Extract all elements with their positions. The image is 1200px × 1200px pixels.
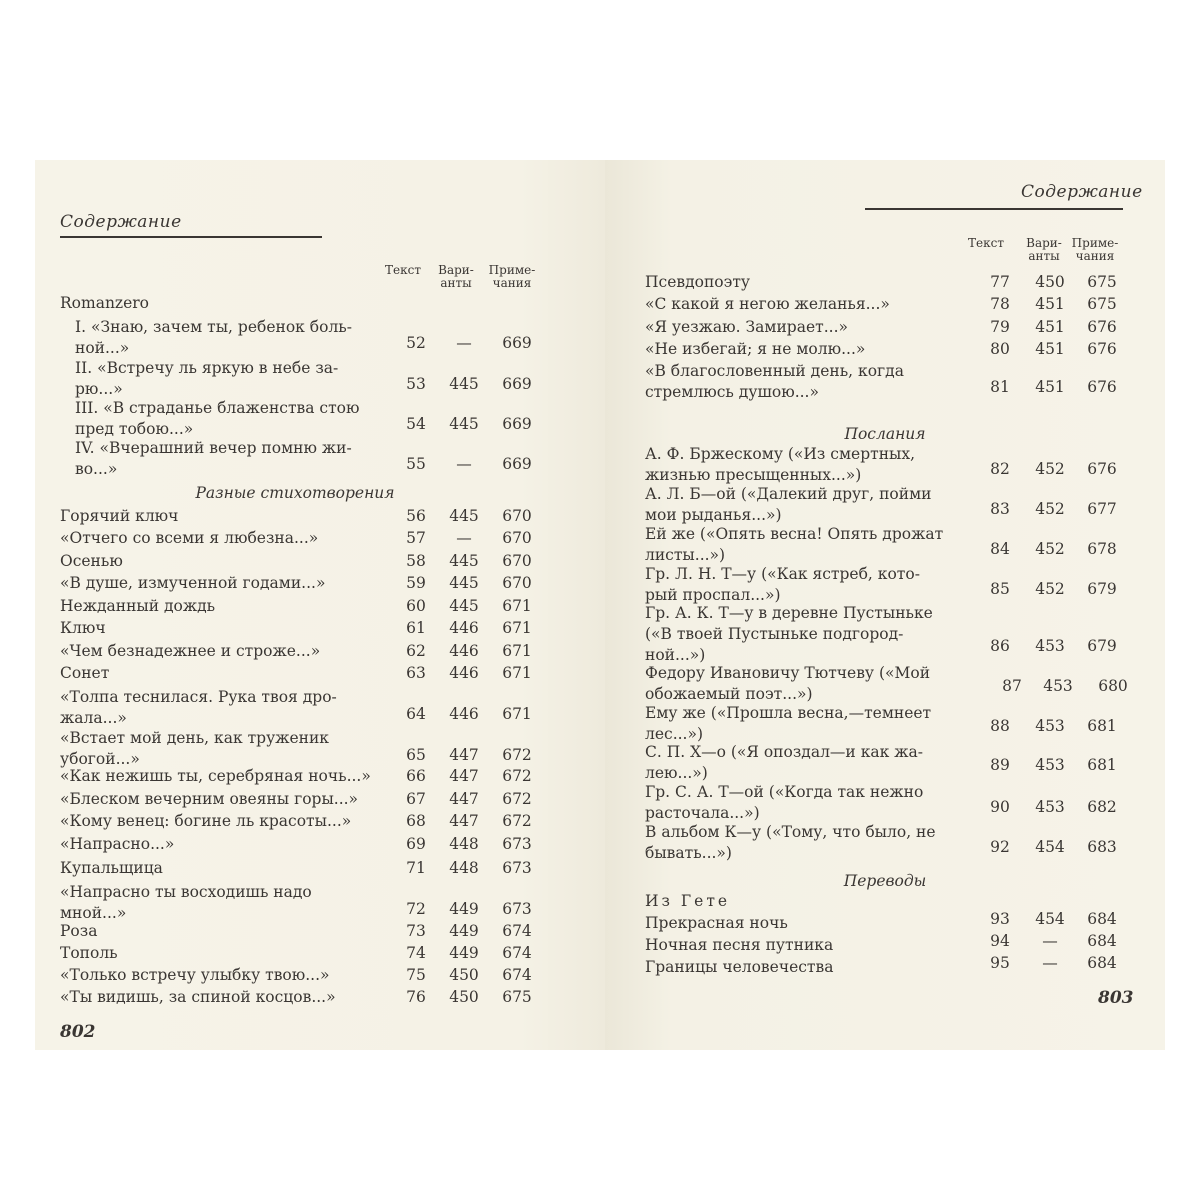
entry-title: Горячий ключ xyxy=(60,507,179,525)
running-head: Содержание xyxy=(1021,182,1143,202)
page-text: 63 xyxy=(406,664,426,682)
page-variants: 451 xyxy=(1035,295,1065,313)
page-variants: 449 xyxy=(449,944,479,962)
page-notes: 671 xyxy=(502,642,532,660)
left-page xyxy=(35,160,605,1050)
page-notes: 679 xyxy=(1087,580,1117,598)
page-number: 802 xyxy=(60,1022,96,1042)
page-text: 60 xyxy=(406,597,426,615)
page-variants: 445 xyxy=(449,574,479,592)
page-notes: 671 xyxy=(502,664,532,682)
section-heading-raznye: Разные стихотворения xyxy=(195,484,395,502)
page-notes: 675 xyxy=(1087,273,1117,291)
page-variants: 445 xyxy=(449,507,479,525)
entry-title: Псевдопоэту xyxy=(645,273,751,291)
entry-title: «В благословенный день, когда стремлюсь душою...» xyxy=(645,362,904,401)
page-text: 83 xyxy=(990,500,1010,518)
page-text: 71 xyxy=(406,859,426,877)
page-text: 76 xyxy=(406,988,426,1006)
right-page xyxy=(605,160,1165,1050)
page-notes: 672 xyxy=(502,812,532,830)
page-text: 78 xyxy=(990,295,1010,313)
page-notes: 678 xyxy=(1087,540,1117,558)
page-variants: 450 xyxy=(449,966,479,984)
page-variants: — xyxy=(456,529,472,547)
page-variants: 446 xyxy=(449,619,479,637)
page-text: 94 xyxy=(990,932,1010,950)
head-rule xyxy=(865,208,1123,210)
entry-title: «Отчего со всеми я любезна...» xyxy=(60,529,319,547)
page-notes: 669 xyxy=(502,375,532,393)
page-variants: 453 xyxy=(1035,756,1065,774)
page-text: 64 xyxy=(406,705,426,723)
page-notes: 679 xyxy=(1087,637,1117,655)
page-notes: 684 xyxy=(1087,932,1117,950)
page-text: 55 xyxy=(406,455,426,473)
page-variants: 452 xyxy=(1035,460,1065,478)
page-notes: 684 xyxy=(1087,910,1117,928)
page-notes: 680 xyxy=(1098,677,1128,695)
entry-title: «Напрасно ты восходишь надо мной...» xyxy=(60,883,312,922)
page-variants: 446 xyxy=(449,664,479,682)
page-notes: 672 xyxy=(502,767,532,785)
page-notes: 684 xyxy=(1087,954,1117,972)
page-notes: 681 xyxy=(1087,717,1117,735)
entry-title: «С какой я негою желанья...» xyxy=(645,295,890,313)
page-notes: 681 xyxy=(1087,756,1117,774)
page-notes: 674 xyxy=(502,922,532,940)
column-header-notes: Приме- чания xyxy=(488,263,536,290)
entry-title: Ему же («Прошла весна,—темнеет лес...») xyxy=(645,704,932,743)
entry-title: А. Ф. Бржескому («Из смертных, жизнью пресыщенных...») xyxy=(645,445,916,484)
entry-title: Гр. С. А. Т—ой («Когда так нежно расточала...») xyxy=(645,783,924,822)
column-header-text: Текст xyxy=(385,263,421,277)
page-notes: 672 xyxy=(502,746,532,764)
page-text: 79 xyxy=(990,318,1010,336)
column-header-notes: Приме- чания xyxy=(1071,236,1119,263)
page-variants: 446 xyxy=(449,642,479,660)
page-text: 90 xyxy=(990,798,1010,816)
entry-title: С. П. Х—о («Я опоздал—и как жа- лею...») xyxy=(645,743,923,782)
page-variants: — xyxy=(456,334,472,352)
entry-title: Границы человечества xyxy=(645,958,834,976)
page-notes: 674 xyxy=(502,966,532,984)
page-text: 66 xyxy=(406,767,426,785)
page-text: 93 xyxy=(990,910,1010,928)
page-variants: 453 xyxy=(1035,798,1065,816)
page-notes: 673 xyxy=(502,859,532,877)
page-variants: 449 xyxy=(449,922,479,940)
page-notes: 670 xyxy=(502,507,532,525)
section-heading-romanzero: Romanzero xyxy=(60,294,150,312)
page-notes: 671 xyxy=(502,597,532,615)
page-variants: 445 xyxy=(449,375,479,393)
entry-title: Тополь xyxy=(60,944,118,962)
page-variants: 447 xyxy=(449,790,479,808)
head-rule xyxy=(60,236,322,238)
page-notes: 670 xyxy=(502,552,532,570)
page-variants: 447 xyxy=(449,812,479,830)
page-text: 74 xyxy=(406,944,426,962)
section-heading-perevody: Переводы xyxy=(843,872,927,890)
page-text: 52 xyxy=(406,334,426,352)
page-variants: 445 xyxy=(449,415,479,433)
page-text: 80 xyxy=(990,340,1010,358)
page-variants: 450 xyxy=(449,988,479,1006)
page-notes: 669 xyxy=(502,415,532,433)
entry-title: Прекрасная ночь xyxy=(645,914,788,932)
entry-title: IV. «Вчерашний вечер помню жи- во...» xyxy=(75,439,352,478)
page-notes: 683 xyxy=(1087,838,1117,856)
entry-title: Сонет xyxy=(60,664,110,682)
page-variants: 451 xyxy=(1035,318,1065,336)
page-text: 62 xyxy=(406,642,426,660)
page-notes: 671 xyxy=(502,705,532,723)
page-text: 59 xyxy=(406,574,426,592)
page-notes: 670 xyxy=(502,529,532,547)
entry-title: Нежданный дождь xyxy=(60,597,216,615)
page-variants: 454 xyxy=(1035,838,1065,856)
entry-title: «Напрасно...» xyxy=(60,835,175,853)
column-header-text: Текст xyxy=(968,236,1004,250)
entry-title: «Я уезжаю. Замирает...» xyxy=(645,318,848,336)
page-text: 57 xyxy=(406,529,426,547)
page-variants: 445 xyxy=(449,552,479,570)
page-notes: 671 xyxy=(502,619,532,637)
page-text: 84 xyxy=(990,540,1010,558)
entry-title: «Блеском вечерним овеяны горы...» xyxy=(60,790,359,808)
entry-title: «Встает мой день, как труженик убогой...» xyxy=(60,729,329,768)
page-text: 77 xyxy=(990,273,1010,291)
subheading-iz-gete: Из Гете xyxy=(645,892,731,910)
page-variants: 449 xyxy=(449,900,479,918)
page-notes: 673 xyxy=(502,835,532,853)
page-notes: 673 xyxy=(502,900,532,918)
entry-title: Ей же («Опять весна! Опять дрожат листы...») xyxy=(645,525,944,564)
entry-title: Купальщица xyxy=(60,859,163,877)
page-variants: 454 xyxy=(1035,910,1065,928)
page-notes: 676 xyxy=(1087,318,1117,336)
page-text: 85 xyxy=(990,580,1010,598)
entry-title: А. Л. Б—ой («Далекий друг, пойми мои рыданья...») xyxy=(645,485,932,524)
page-variants: 452 xyxy=(1035,500,1065,518)
entry-title: Роза xyxy=(60,922,98,940)
page-notes: 669 xyxy=(502,334,532,352)
entry-title: III. «В страданье блаженства стою пред тобою...» xyxy=(75,399,360,438)
page-variants: 446 xyxy=(449,705,479,723)
page-number: 803 xyxy=(1098,988,1134,1008)
entry-title: В альбом К—у («Тому, что было, не бывать...») xyxy=(645,823,936,862)
entry-title: «Ты видишь, за спиной косцов...» xyxy=(60,988,336,1006)
page-text: 95 xyxy=(990,954,1010,972)
page-notes: 676 xyxy=(1087,340,1117,358)
page-text: 88 xyxy=(990,717,1010,735)
page-text: 54 xyxy=(406,415,426,433)
entry-title: Гр. А. К. Т—у в деревне Пустыньке («В твоей Пустыньке подгород- ной...») xyxy=(645,604,933,664)
page-variants: 448 xyxy=(449,835,479,853)
column-header-variants: Вари- анты xyxy=(438,263,474,290)
page-variants: 453 xyxy=(1035,717,1065,735)
page-text: 81 xyxy=(990,378,1010,396)
page-notes: 682 xyxy=(1087,798,1117,816)
page-notes: 672 xyxy=(502,790,532,808)
entry-title: «Как нежишь ты, серебряная ночь...» xyxy=(60,767,371,785)
entry-title: Гр. Л. Н. Т—у («Как ястреб, кото- рый проспал...») xyxy=(645,565,920,604)
page-variants: — xyxy=(1042,954,1058,972)
entry-title: «Чем безнадежнее и строже...» xyxy=(60,642,321,660)
page-text: 73 xyxy=(406,922,426,940)
entry-title: «Кому венец: богине ль красоты...» xyxy=(60,812,352,830)
page-notes: 676 xyxy=(1087,378,1117,396)
page-text: 69 xyxy=(406,835,426,853)
entry-title: Ночная песня путника xyxy=(645,936,834,954)
column-header-variants: Вари- анты xyxy=(1026,236,1062,263)
page-text: 65 xyxy=(406,746,426,764)
page-variants: 452 xyxy=(1035,540,1065,558)
entry-title: «Толпа теснилася. Рука твоя дро- жала...» xyxy=(60,688,337,727)
page-text: 58 xyxy=(406,552,426,570)
entry-title: II. «Встречу ль яркую в небе за- рю...» xyxy=(75,359,339,398)
page-variants: 450 xyxy=(1035,273,1065,291)
page-text: 82 xyxy=(990,460,1010,478)
page-text: 75 xyxy=(406,966,426,984)
page-variants: 448 xyxy=(449,859,479,877)
page-variants: 451 xyxy=(1035,378,1065,396)
entry-title: Федору Ивановичу Тютчеву («Мой обожаемый поэт...») xyxy=(645,664,931,703)
page-variants: — xyxy=(456,455,472,473)
entry-title: Осенью xyxy=(60,552,123,570)
page-variants: 452 xyxy=(1035,580,1065,598)
entry-title: I. «Знаю, зачем ты, ребенок боль- ной...» xyxy=(75,318,352,357)
page-text: 92 xyxy=(990,838,1010,856)
entry-title: «Только встречу улыбку твою...» xyxy=(60,966,330,984)
page-notes: 669 xyxy=(502,455,532,473)
page-text: 89 xyxy=(990,756,1010,774)
page-variants: — xyxy=(1042,932,1058,950)
page-text: 56 xyxy=(406,507,426,525)
page-variants: 447 xyxy=(449,767,479,785)
page-notes: 677 xyxy=(1087,500,1117,518)
entry-title: «Не избегай; я не молю...» xyxy=(645,340,866,358)
page-variants: 447 xyxy=(449,746,479,764)
section-heading-poslaniya: Послания xyxy=(844,425,926,443)
page-text: 87 xyxy=(1002,677,1022,695)
entry-title: Ключ xyxy=(60,619,106,637)
running-head: Содержание xyxy=(60,212,182,232)
page-notes: 676 xyxy=(1087,460,1117,478)
page-notes: 675 xyxy=(1087,295,1117,313)
page-notes: 675 xyxy=(502,988,532,1006)
page-variants: 445 xyxy=(449,597,479,615)
entry-title: «В душе, измученной годами...» xyxy=(60,574,326,592)
page-variants: 453 xyxy=(1043,677,1073,695)
page-text: 67 xyxy=(406,790,426,808)
page-text: 61 xyxy=(406,619,426,637)
page-text: 53 xyxy=(406,375,426,393)
page-variants: 451 xyxy=(1035,340,1065,358)
page-notes: 670 xyxy=(502,574,532,592)
page-text: 68 xyxy=(406,812,426,830)
page-variants: 453 xyxy=(1035,637,1065,655)
page-text: 72 xyxy=(406,900,426,918)
page-notes: 674 xyxy=(502,944,532,962)
page-text: 86 xyxy=(990,637,1010,655)
